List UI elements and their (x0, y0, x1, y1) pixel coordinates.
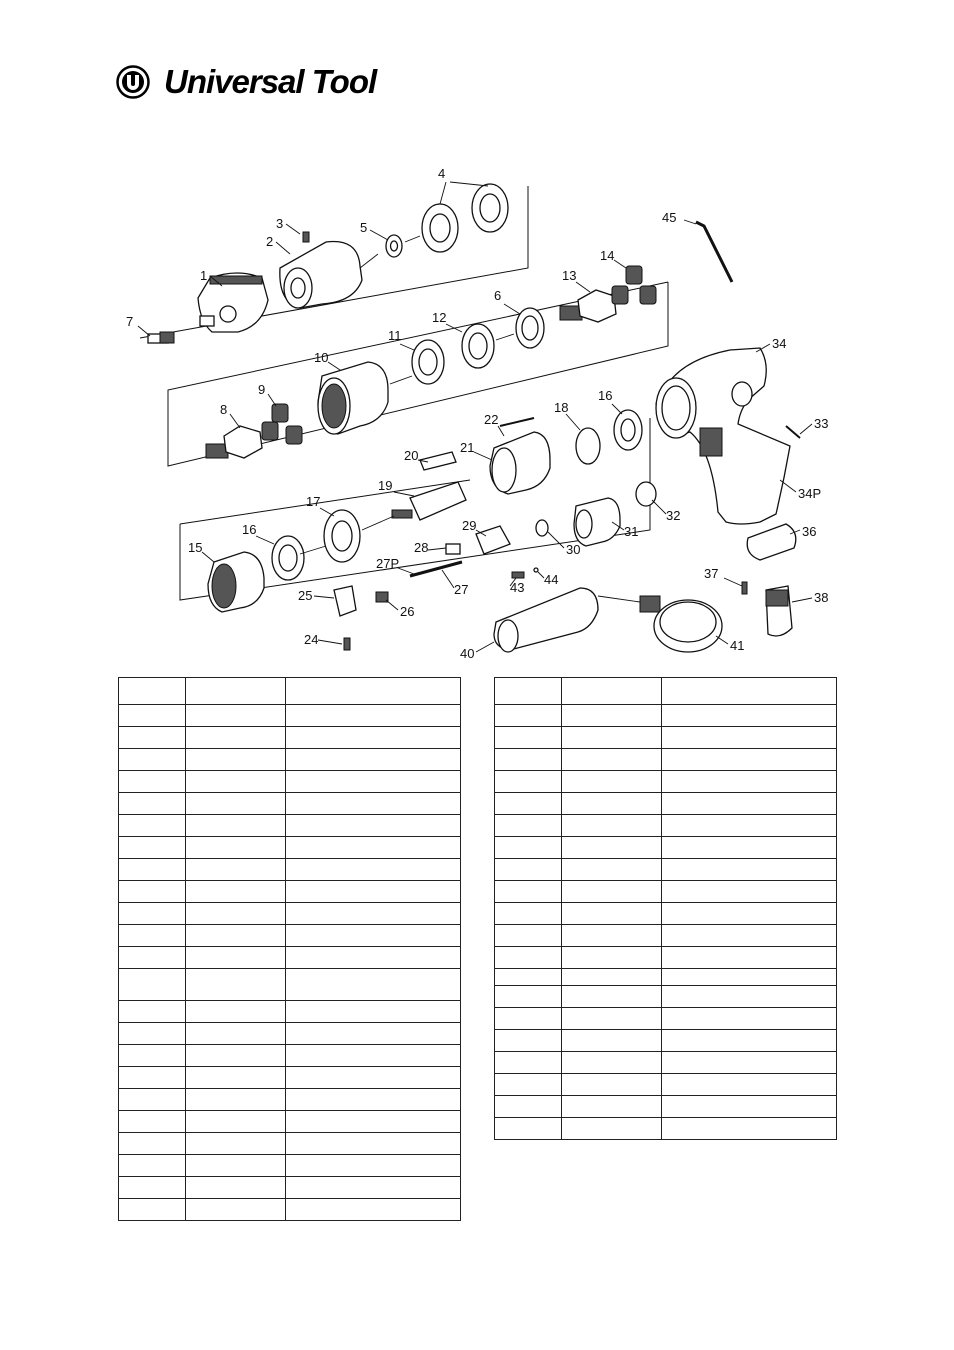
table-cell (119, 969, 186, 1001)
table-cell (186, 1023, 286, 1045)
part-label: 44 (544, 572, 559, 587)
table-row (119, 1089, 461, 1111)
table-cell (662, 837, 837, 859)
table-row (495, 947, 837, 969)
table-cell (186, 1133, 286, 1155)
table-cell (286, 1067, 461, 1089)
table-cell (562, 815, 662, 837)
table-cell (186, 705, 286, 727)
table-cell (186, 925, 286, 947)
table-cell (286, 1133, 461, 1155)
part-label: 18 (554, 400, 569, 415)
table-cell (495, 1008, 562, 1030)
part-label: 41 (730, 638, 745, 653)
table-row (495, 705, 837, 727)
table-cell (119, 1089, 186, 1111)
table-cell (495, 1096, 562, 1118)
part-label: 27 (454, 582, 469, 597)
table-cell (562, 727, 662, 749)
table-row (495, 793, 837, 815)
table-row (119, 749, 461, 771)
part-label: 5 (360, 220, 368, 235)
part-label: 34 (772, 336, 787, 351)
part-label: 10 (314, 350, 329, 365)
table-row (119, 925, 461, 947)
table-cell (119, 837, 186, 859)
table-row (119, 903, 461, 925)
table-row (495, 815, 837, 837)
table-cell (286, 837, 461, 859)
table-row (119, 1155, 461, 1177)
table-cell (662, 1096, 837, 1118)
table-cell (562, 678, 662, 705)
part-label: 4 (438, 166, 446, 181)
table-row (119, 837, 461, 859)
table-row (119, 793, 461, 815)
table-cell (186, 1089, 286, 1111)
table-cell (286, 903, 461, 925)
table-row (495, 881, 837, 903)
table-cell (495, 678, 562, 705)
part-label: 34P (798, 486, 822, 501)
table-cell (495, 881, 562, 903)
table-cell (186, 815, 286, 837)
table-cell (286, 793, 461, 815)
table-row (119, 1067, 461, 1089)
table-cell (286, 727, 461, 749)
part-label: 13 (562, 268, 577, 283)
table-cell (119, 1133, 186, 1155)
motor-housing (656, 222, 800, 524)
part-label: 9 (258, 382, 266, 397)
table-row (495, 678, 837, 705)
table-cell (662, 749, 837, 771)
table-cell (119, 1001, 186, 1023)
part-label: 31 (624, 524, 639, 539)
table-cell (286, 925, 461, 947)
table-row (495, 749, 837, 771)
part-label: 7 (126, 314, 134, 329)
table-cell (186, 749, 286, 771)
table-cell (495, 1030, 562, 1052)
part-label: 15 (188, 540, 203, 555)
part-label: 26 (400, 604, 415, 619)
part-label: 11 (388, 328, 402, 343)
table-cell (562, 903, 662, 925)
table-cell (119, 947, 186, 969)
table-cell (662, 1118, 837, 1140)
table-cell (495, 969, 562, 986)
table-cell (286, 705, 461, 727)
part-label: 20 (404, 448, 419, 463)
table-cell (286, 771, 461, 793)
table-cell (119, 1023, 186, 1045)
table-row (495, 771, 837, 793)
table-cell (186, 771, 286, 793)
table-cell (286, 881, 461, 903)
table-cell (119, 678, 186, 705)
part-label: 1 (200, 268, 208, 283)
table-row (119, 1001, 461, 1023)
table-cell (495, 1052, 562, 1074)
table-row (495, 727, 837, 749)
table-cell (286, 1023, 461, 1045)
table-cell (495, 947, 562, 969)
part-label: 32 (666, 508, 681, 523)
table-row (119, 1133, 461, 1155)
part-label: 8 (220, 402, 228, 417)
table-cell (119, 1155, 186, 1177)
table-cell (562, 837, 662, 859)
table-cell (286, 859, 461, 881)
table-row (495, 925, 837, 947)
table-cell (562, 771, 662, 793)
table-cell (286, 1155, 461, 1177)
part-label: 28 (414, 540, 429, 555)
table-cell (562, 925, 662, 947)
table-cell (286, 678, 461, 705)
table-cell (186, 1199, 286, 1221)
table-cell (119, 793, 186, 815)
table-cell (562, 986, 662, 1008)
table-cell (186, 881, 286, 903)
table-row (495, 986, 837, 1008)
table-cell (562, 749, 662, 771)
table-cell (186, 947, 286, 969)
table-cell (662, 1052, 837, 1074)
table-row (119, 1199, 461, 1221)
table-cell (186, 969, 286, 1001)
table-cell (186, 678, 286, 705)
table-cell (495, 986, 562, 1008)
table-cell (186, 837, 286, 859)
part-label: 45 (662, 210, 677, 225)
part-label: 21 (460, 440, 475, 455)
part-label: 19 (378, 478, 393, 493)
parts-list-table-right (494, 677, 837, 1140)
table-row (119, 881, 461, 903)
table-cell (562, 1096, 662, 1118)
table-cell (662, 678, 837, 705)
table-cell (562, 881, 662, 903)
table-cell (119, 705, 186, 727)
universal-tool-logo-icon (116, 65, 150, 99)
table-cell (186, 903, 286, 925)
table-row (119, 1045, 461, 1067)
table-cell (186, 793, 286, 815)
table-cell (662, 727, 837, 749)
part-label: 33 (814, 416, 829, 431)
table-row (119, 947, 461, 969)
table-row (119, 815, 461, 837)
table-cell (286, 1177, 461, 1199)
table-cell (662, 1008, 837, 1030)
table-cell (186, 727, 286, 749)
table-cell (562, 1030, 662, 1052)
table-row (495, 1074, 837, 1096)
table-cell (119, 859, 186, 881)
table-cell (662, 859, 837, 881)
table-cell (495, 925, 562, 947)
table-cell (562, 969, 662, 986)
part-label: 24 (304, 632, 319, 647)
exploded-parts-diagram (0, 150, 954, 670)
table-cell (562, 1074, 662, 1096)
table-cell (562, 859, 662, 881)
table-row (495, 903, 837, 925)
table-row (119, 859, 461, 881)
table-cell (119, 1111, 186, 1133)
table-cell (662, 793, 837, 815)
table-cell (495, 1118, 562, 1140)
table-cell (662, 705, 837, 727)
table-cell (286, 815, 461, 837)
table-row (119, 1177, 461, 1199)
part-label: 6 (494, 288, 502, 303)
table-cell (662, 771, 837, 793)
table-cell (495, 793, 562, 815)
table-cell (662, 881, 837, 903)
table-row (495, 1008, 837, 1030)
table-cell (119, 771, 186, 793)
table-cell (662, 903, 837, 925)
part-label: 36 (802, 524, 817, 539)
table-row (119, 727, 461, 749)
part-label: 3 (276, 216, 284, 231)
part-label: 43 (510, 580, 525, 595)
table-cell (119, 727, 186, 749)
table-cell (186, 1177, 286, 1199)
table-cell (186, 859, 286, 881)
table-row (495, 859, 837, 881)
table-row (495, 837, 837, 859)
table-cell (119, 815, 186, 837)
part-label: 40 (460, 646, 475, 661)
part-label: 12 (432, 310, 447, 325)
part-label: 27P (376, 556, 400, 571)
table-row (119, 678, 461, 705)
part-label: 16 (598, 388, 613, 403)
table-cell (286, 1045, 461, 1067)
table-cell (119, 1045, 186, 1067)
table-cell (662, 925, 837, 947)
table-cell (186, 1111, 286, 1133)
part-label: 17 (306, 494, 321, 509)
table-cell (562, 947, 662, 969)
table-cell (495, 837, 562, 859)
table-cell (286, 749, 461, 771)
table-cell (562, 1118, 662, 1140)
part-label: 14 (600, 248, 615, 263)
table-row (495, 1052, 837, 1074)
part-label: 22 (484, 412, 499, 427)
table-cell (286, 947, 461, 969)
table-row (119, 771, 461, 793)
part-label: 37 (704, 566, 719, 581)
table-cell (562, 1052, 662, 1074)
table-cell (286, 969, 461, 1001)
table-cell (495, 1074, 562, 1096)
part-label: 29 (462, 518, 477, 533)
table-row (495, 1030, 837, 1052)
table-cell (562, 793, 662, 815)
table-cell (286, 1089, 461, 1111)
table-cell (495, 705, 562, 727)
table-cell (186, 1155, 286, 1177)
part-label: 2 (266, 234, 274, 249)
table-cell (495, 859, 562, 881)
table-cell (119, 749, 186, 771)
table-cell (495, 903, 562, 925)
part-label: 25 (298, 588, 313, 603)
table-cell (495, 727, 562, 749)
table-cell (119, 1177, 186, 1199)
table-cell (662, 1074, 837, 1096)
table-cell (286, 1001, 461, 1023)
table-cell (119, 881, 186, 903)
table-cell (662, 947, 837, 969)
table-row (119, 1111, 461, 1133)
table-cell (662, 986, 837, 1008)
table-cell (286, 1199, 461, 1221)
parts-list-table-left (118, 677, 461, 1221)
table-cell (662, 969, 837, 986)
table-row (495, 1118, 837, 1140)
table-cell (562, 705, 662, 727)
table-cell (119, 903, 186, 925)
table-cell (186, 1001, 286, 1023)
brand-name: Universal Tool (164, 63, 377, 100)
table-row (495, 969, 837, 986)
table-row (495, 1096, 837, 1118)
table-row (119, 1023, 461, 1045)
table-row (119, 969, 461, 1001)
table-cell (119, 1199, 186, 1221)
table-cell (286, 1111, 461, 1133)
part-label: 30 (566, 542, 581, 557)
row-1-parts (148, 184, 508, 343)
table-cell (495, 749, 562, 771)
table-cell (119, 925, 186, 947)
table-cell (186, 1045, 286, 1067)
table-row (119, 705, 461, 727)
table-cell (662, 1030, 837, 1052)
table-cell (186, 1067, 286, 1089)
table-cell (562, 1008, 662, 1030)
table-cell (495, 815, 562, 837)
part-label: 38 (814, 590, 829, 605)
table-cell (495, 771, 562, 793)
table-cell (119, 1067, 186, 1089)
header-brand (116, 60, 376, 104)
part-label: 16 (242, 522, 257, 537)
table-cell (662, 815, 837, 837)
